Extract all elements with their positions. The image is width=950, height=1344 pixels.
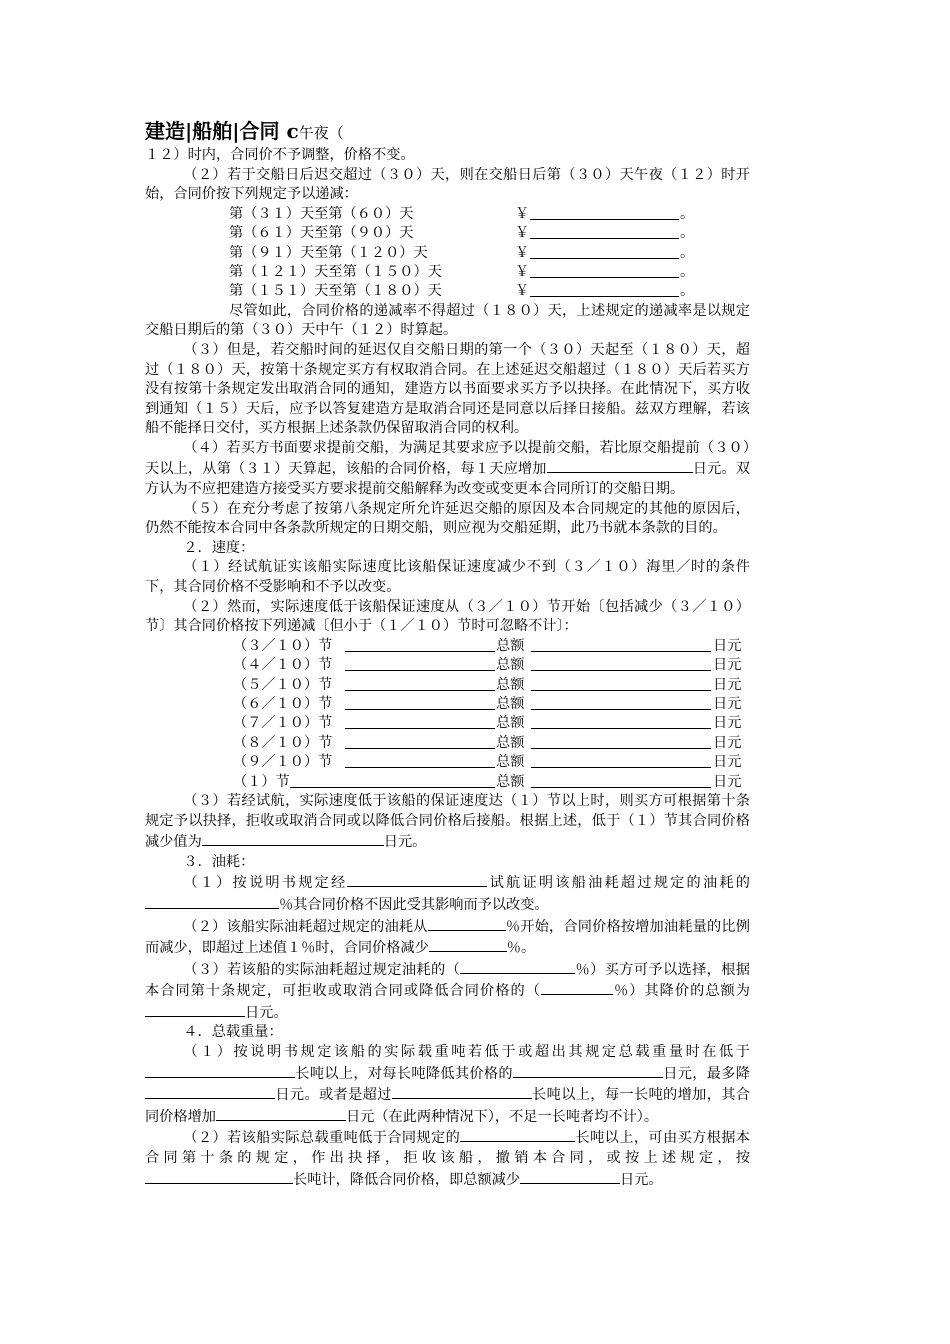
clause-4-early-delivery	[145, 439, 750, 500]
clause-text: （１）按说明书规定该船的实际载重吨若低于或超出其规定总载重量时在低于	[183, 1044, 750, 1061]
blank-field	[429, 937, 507, 952]
period: 。	[680, 244, 695, 261]
clause-text: 日元。或者是超过	[275, 1087, 392, 1104]
clause-text: 试航证明该船油耗超过规定的油耗的	[487, 875, 750, 892]
blank-field	[520, 1169, 620, 1184]
unit-label: 日元	[713, 734, 742, 751]
blank-field	[531, 714, 711, 729]
clause-text: 长吨计，降低合同价格，即总额减少	[293, 1171, 521, 1188]
total-label: 总额	[496, 773, 525, 790]
unit-label: 日元	[713, 676, 742, 693]
title-tail: 午夜（	[298, 124, 344, 142]
unit-label: 日元	[713, 637, 742, 654]
blank-field	[145, 894, 279, 909]
fuel-clause-1	[145, 872, 750, 915]
deadweight-clause-1	[145, 1043, 750, 1127]
clause-text: （３）若该船的实际油耗超过规定油耗的（	[183, 961, 461, 978]
blank-field	[530, 205, 679, 220]
speed-row	[145, 734, 750, 753]
unit-label: 日元	[713, 657, 742, 674]
speed-clause-3	[145, 792, 750, 853]
yen-sign: ￥	[515, 263, 530, 280]
clause-5-delay: （５）在充分考虑了按第八条规定所允许延迟交船的原因及本合同规定的其他的原因后，仍然不能按本合同中各条款所规定的日期交船，则应视为交船延期，此乃书就本条款的目的。	[145, 500, 750, 537]
unit-label: 日元	[713, 715, 742, 732]
speed-knot: （１）节	[233, 773, 290, 790]
clause-text: （２）该船实际油耗超过规定的油耗从	[183, 918, 428, 935]
blank-field	[145, 1002, 245, 1017]
unit-label: 日元	[713, 754, 742, 771]
blank-field	[216, 1106, 346, 1121]
clause-text: ％）买方可予以选择，根据本合同第十条规定，可拒收或取消合同或降低合同价格的（	[145, 961, 750, 1000]
penalty-row	[145, 205, 750, 224]
blank-field	[531, 656, 711, 671]
clause-text: 长吨以上，可由买方根据本合同第十条的规定，作出抉择，拒收该船，撤销本合同，或按上述规定，按	[145, 1130, 750, 1167]
fuel-clause-2	[145, 916, 750, 959]
speed-knot: （５／１０）节	[233, 676, 333, 693]
clause-text: ％开始，合同价格按增加油耗量的比例而减少，即超过上述值１％时，合同价格减少	[145, 918, 750, 957]
blank-field	[531, 695, 711, 710]
blank-field	[541, 980, 613, 995]
speed-knot: （３／１０）节	[233, 637, 333, 654]
blank-field	[513, 1063, 663, 1078]
speed-row	[145, 656, 750, 675]
period: 。	[680, 225, 695, 242]
clause-text: （１）按说明书规定经	[183, 875, 348, 892]
blank-field	[531, 676, 711, 691]
penalty-range: 第（９１）天至第（１２０）天	[229, 244, 428, 261]
penalty-row	[145, 282, 750, 301]
blank-field	[345, 637, 495, 652]
blank-field	[531, 753, 711, 768]
blank-field	[145, 1084, 275, 1099]
speed-clause-2: （２）然而，实际速度低于该船保证速度从（３／１０）节开始〔包括减少（３／１０）节〕其合同价格按下列递减〔但小于（１／１０）节时可忽略不计〕：	[145, 598, 750, 635]
speed-knot: （７／１０）节	[233, 715, 333, 732]
unit-label: 日元	[713, 773, 742, 790]
contract-page	[145, 118, 750, 1190]
blank-field	[145, 1063, 295, 1078]
clause-text: 长吨以上，对每长吨降低其价格的	[295, 1065, 513, 1082]
speed-knot: （６／１０）节	[233, 696, 333, 712]
clause-text: ％。	[506, 940, 536, 957]
speed-row	[145, 753, 750, 772]
speed-knot: （９／１０）节	[233, 754, 333, 771]
blank-field	[202, 831, 384, 846]
yen-sign: ￥	[515, 225, 530, 242]
speed-row	[145, 695, 750, 714]
penalty-table	[145, 205, 750, 302]
blank-field	[530, 282, 679, 297]
penalty-row	[145, 224, 750, 243]
blank-field	[345, 734, 495, 749]
yen-sign: ￥	[515, 283, 530, 300]
clause-note: 尽管如此，合同价格的递减率不得超过（１８０）天，上述规定的递减率是以规定交船日期后的第（３０）天中午（１２）时算起。	[145, 302, 750, 339]
section-heading-speed: ２．速度：	[183, 539, 255, 556]
blank-field	[531, 637, 711, 652]
total-label: 总额	[496, 734, 525, 751]
speed-clause-1: （１）经试航证实该船实际速度比该船保证速度减少不到（３／１０）海里／时的条件下，其合同价格不受影响和不予以改变。	[145, 559, 750, 596]
deadweight-clause-2	[145, 1127, 750, 1190]
blank-field	[531, 734, 711, 749]
speed-row	[145, 773, 750, 792]
blank-field	[460, 1127, 575, 1142]
title-text: 建造|船舶|合同 c	[145, 119, 299, 143]
blank-field	[392, 1084, 532, 1099]
speed-table	[145, 637, 750, 792]
section-heading-fuel: ３．油耗：	[183, 853, 255, 870]
blank-field	[530, 224, 679, 239]
total-label: 总额	[496, 754, 525, 771]
clause-2-late-delivery: （２）若于交船日后迟交超过（３０）天，则在交船日后第（３０）天午夜（１２）时开始，合同价按下列规定予以递减：	[145, 166, 750, 203]
blank-field	[345, 656, 495, 671]
clause-text: （４）若买方书面要求提前交船，为满足其要求应予以提前交船，若比原交船提前（３０）天以上，从第（３１）天算起，该船的合同价格，每１天应增加	[145, 439, 750, 478]
blank-field	[428, 916, 506, 931]
blank-field	[345, 753, 495, 768]
clause-text: 日元。	[245, 1004, 288, 1021]
speed-knot: （８／１０）节	[233, 734, 333, 751]
clause-text: 日元。	[620, 1171, 663, 1188]
section-heading-deadweight: ４．总载重量：	[183, 1024, 283, 1041]
clause-text: （３）若经试航，实际速度低于该船的保证速度达（１）节以上时，则买方可根据第十条规定予以抉择，拒收或取消合同或以降低合同价格后接船。根据上述，低于（１）节其合同价格减少值为	[145, 792, 750, 851]
clause-text: 日元（在此两种情况下），不足一长吨者均不计）。	[345, 1108, 659, 1125]
total-label: 总额	[496, 696, 525, 712]
speed-row	[145, 637, 750, 656]
clause-text: ％）其降价的总额为	[612, 983, 750, 1000]
blank-field	[345, 714, 495, 729]
penalty-range: 第（１５１）天至第（１８０）天	[229, 283, 442, 300]
blank-field	[547, 458, 575, 473]
period: 。	[680, 205, 695, 222]
penalty-range: 第（３１）天至第（６０）天	[229, 205, 414, 222]
blank-field	[345, 676, 495, 691]
total-label: 总额	[496, 676, 525, 693]
blank-field	[347, 872, 487, 887]
total-label: 总额	[496, 715, 525, 732]
clause-text: 日元，最多降	[662, 1065, 750, 1082]
unit-label: 日元	[713, 696, 742, 712]
clause-text: ％其合同价格不因此受其影响而予以改变。	[279, 896, 549, 913]
blank-field	[290, 773, 495, 788]
clause-3-cancel: （３）但是，若交船时间的延迟仅自交船日期的第一个（３０）天起至（１８０）天，超过（１８０）天，按第十条规定买方有权取消合同。在上述延迟交船超过（１８０）天后若买方没有按第十条规定发出取消合同的通知，建造方以书面要求买方予以抉择。在此情况下，买方收到通知（１５）天后，应予以答复建造方是取消合同还是同意以后择日接船。兹双方理解，若该船不能择日交付，买方根据上述条款仍保留取消合同的权利。	[145, 341, 750, 437]
blank-field	[531, 773, 711, 788]
blank-field	[460, 959, 575, 974]
clause-text: 日元。双方认为不应把建造方接受买方要求提前交船解释为改变或变更本合同所订的交船日期。	[145, 461, 750, 498]
document-title	[145, 118, 750, 146]
speed-row	[145, 676, 750, 695]
penalty-range: 第（６１）天至第（９０）天	[229, 225, 414, 242]
total-label: 总额	[496, 637, 525, 654]
speed-row	[145, 714, 750, 733]
blank-field	[530, 244, 679, 259]
penalty-range: 第（１２１）天至第（１５０）天	[229, 263, 442, 280]
clause-line: １２）时内，合同价不予调整，价格不变。	[145, 147, 415, 163]
penalty-row	[145, 263, 750, 282]
total-label: 总额	[496, 657, 525, 674]
speed-knot: （４／１０）节	[233, 657, 333, 674]
blank-field	[530, 263, 679, 278]
yen-sign: ￥	[515, 205, 530, 222]
blank-field	[345, 695, 495, 710]
clause-text: 日元。	[383, 834, 427, 851]
blank-field	[145, 1169, 293, 1184]
clause-text: （２）若该船实际总载重吨低于合同规定的	[183, 1130, 461, 1147]
blank-field	[575, 458, 693, 473]
penalty-row	[145, 244, 750, 263]
period: 。	[680, 263, 695, 280]
period: 。	[680, 283, 695, 300]
yen-sign: ￥	[515, 244, 530, 261]
fuel-clause-3	[145, 959, 750, 1024]
clause-text: 长吨以上，每一长吨的增加，其合同价格增加	[145, 1087, 750, 1125]
